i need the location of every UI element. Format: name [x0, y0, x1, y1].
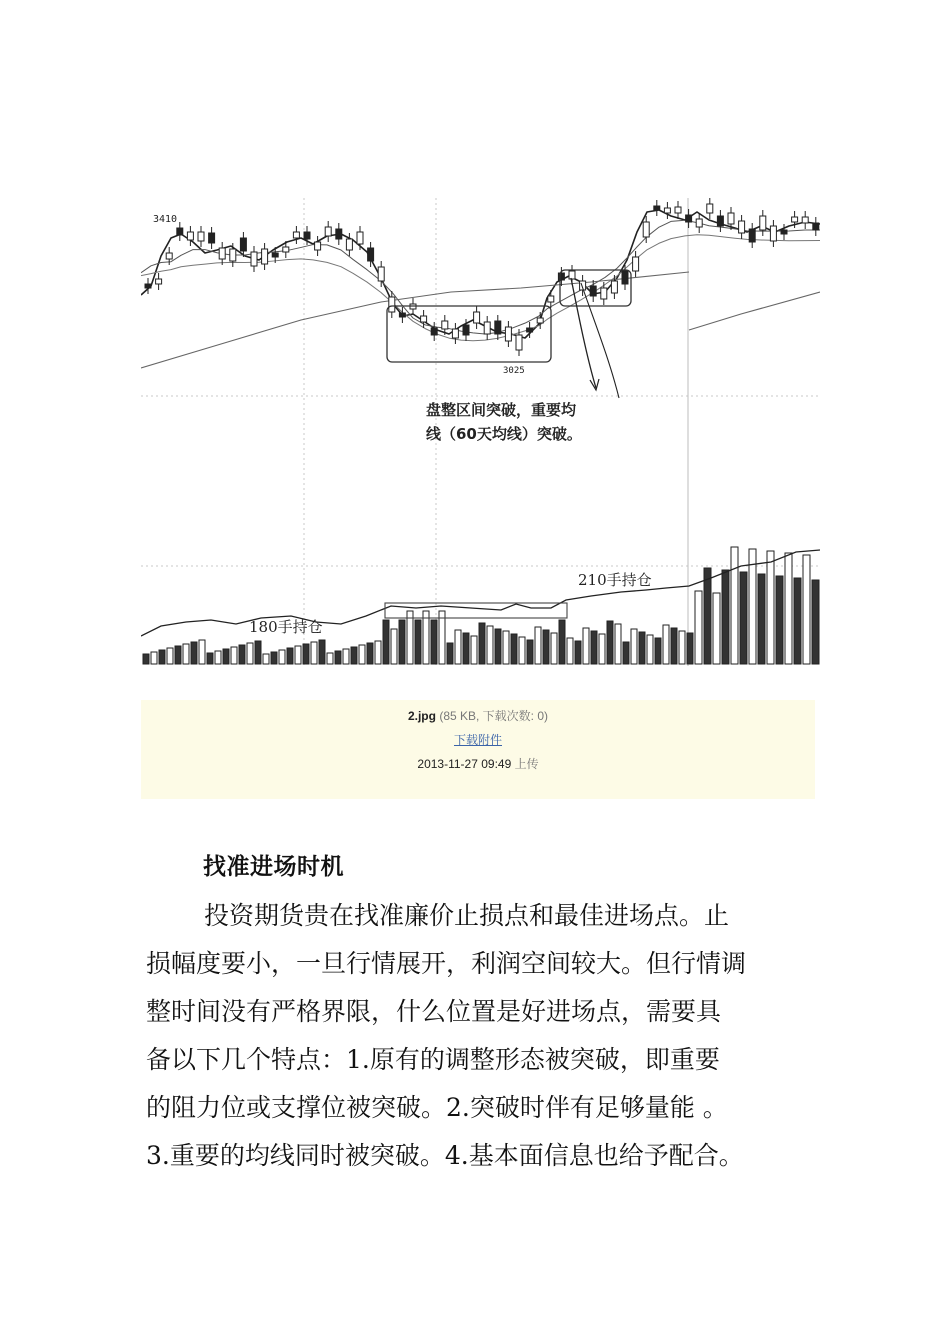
volume-bar [785, 553, 792, 664]
volume-bar [567, 638, 573, 664]
volume-bar [663, 625, 669, 664]
section-heading: 找准进场时机 [203, 854, 344, 880]
volume-bar [671, 628, 677, 664]
volume-bar [479, 623, 485, 664]
volume-bar [415, 620, 421, 664]
attachment-box [141, 700, 815, 799]
attachment-upload-date: 2013-11-27 09:49 [417, 757, 512, 771]
volume-bar [351, 647, 357, 664]
volume-bar [455, 630, 461, 664]
volume-bar [543, 630, 549, 664]
volume-bar [183, 644, 189, 664]
volume-bar [359, 645, 365, 664]
volume-bar [527, 640, 533, 664]
volume-bar [535, 627, 541, 664]
volume-bar [231, 647, 237, 664]
volume-bar [679, 631, 685, 664]
volume-bar [623, 642, 629, 664]
volume-bar [463, 633, 469, 664]
volume-bar [599, 634, 605, 664]
volume-bar [303, 644, 309, 664]
paragraph-line: 的阻力位或支撑位被突破。2.突破时伴有足够量能 。 [146, 1093, 728, 1122]
annotation-line-1: 盘整区间突破，重要均 [426, 401, 577, 419]
volume-bar [647, 635, 653, 664]
volume-bar [247, 643, 253, 664]
volume-bar [740, 572, 747, 664]
annotation-line-2: 线（60天均线）突破。 [426, 425, 582, 443]
volume-bar [583, 628, 589, 664]
volume-bar [375, 641, 381, 664]
volume-bar [607, 621, 613, 664]
volume-bar [575, 641, 581, 664]
volume-bar [519, 637, 525, 664]
volume-bar [767, 551, 774, 664]
volume-bar [311, 642, 317, 664]
volume-bar [343, 649, 349, 664]
volume-bar [749, 549, 756, 664]
volume-bar [722, 570, 729, 664]
volume-bar [655, 638, 661, 664]
volume-bar [551, 633, 557, 664]
volume-bar [495, 629, 501, 664]
volume-bar [487, 626, 493, 664]
volume-bar [383, 620, 389, 664]
volume-bar [503, 631, 509, 664]
attachment-upload-row [141, 755, 815, 772]
oi-label-210: 210手持仓 [578, 571, 652, 589]
paragraph-line: 备以下几个特点：1.原有的调整形态被突破，即重要 [146, 1045, 720, 1074]
volume-bar [295, 646, 301, 664]
volume-bar [223, 649, 229, 664]
volume-bar [758, 574, 765, 664]
volume-bar [255, 641, 261, 664]
volume-bar [471, 636, 477, 664]
volume-bar [399, 620, 405, 664]
paragraph-line: 投资期货贵在找准廉价止损点和最佳进场点。止 [204, 901, 730, 930]
volume-bar [263, 654, 269, 664]
high-price-label: 3410 [153, 214, 178, 225]
paragraph-line: 3.重要的均线同时被突破。4.基本面信息也给予配合。 [146, 1141, 744, 1170]
volume-bar [591, 631, 597, 664]
chart-figure [141, 198, 820, 666]
download-attachment-link[interactable]: 下载附件 [453, 733, 502, 747]
volume-bar [367, 643, 373, 664]
volume-bar [687, 633, 693, 664]
volume-bar [407, 611, 413, 664]
volume-bar [175, 646, 181, 664]
volume-bar [239, 645, 245, 664]
volume-bar [447, 643, 453, 664]
volume-bar [151, 652, 157, 664]
volume-bar [631, 629, 637, 664]
volume-bar [199, 640, 205, 664]
volume-bar [279, 650, 285, 664]
volume-bar [511, 634, 517, 664]
paragraph-line: 损幅度要小，一旦行情展开，利润空间较大。但行情调 [146, 949, 747, 978]
volume-bar [639, 632, 645, 664]
volume-bar [695, 591, 702, 664]
volume-bar [391, 629, 397, 664]
volume-bar [319, 640, 325, 664]
volume-bar [713, 593, 720, 664]
attachment-meta: (85 KB, 下载次数: 0) [439, 709, 549, 723]
attachment-upload-label: 上传 [514, 757, 539, 771]
volume-bar [191, 642, 197, 664]
volume-bar [167, 648, 173, 664]
low-price-label: 3025 [503, 366, 525, 376]
attachment-filename: 2.jpg [407, 709, 436, 723]
article-paragraph [146, 892, 836, 1180]
volume-bar [704, 568, 711, 664]
volume-bar [431, 620, 437, 664]
volume-bar [794, 578, 801, 664]
volume-bar [423, 611, 429, 664]
paragraph-line: 整时间没有严格界限，什么位置是好进场点，需要具 [146, 997, 722, 1026]
volume-bar [803, 555, 810, 664]
volume-bar [615, 624, 621, 664]
volume-bar [207, 653, 213, 664]
volume-bar [287, 648, 293, 664]
volume-bar [335, 651, 341, 664]
oi-label-180: 180手持仓 [249, 618, 323, 636]
volume-bar [215, 651, 221, 664]
volume-bar [731, 547, 738, 664]
volume-bar [159, 650, 165, 664]
attachment-filename-row [141, 707, 815, 724]
volume-bar [812, 580, 819, 664]
volume-bar [559, 620, 565, 664]
volume-bar [327, 653, 333, 664]
volume-bar [439, 611, 445, 664]
volume-bar [271, 652, 277, 664]
volume-bar [776, 576, 783, 664]
volume-bar [143, 654, 149, 664]
